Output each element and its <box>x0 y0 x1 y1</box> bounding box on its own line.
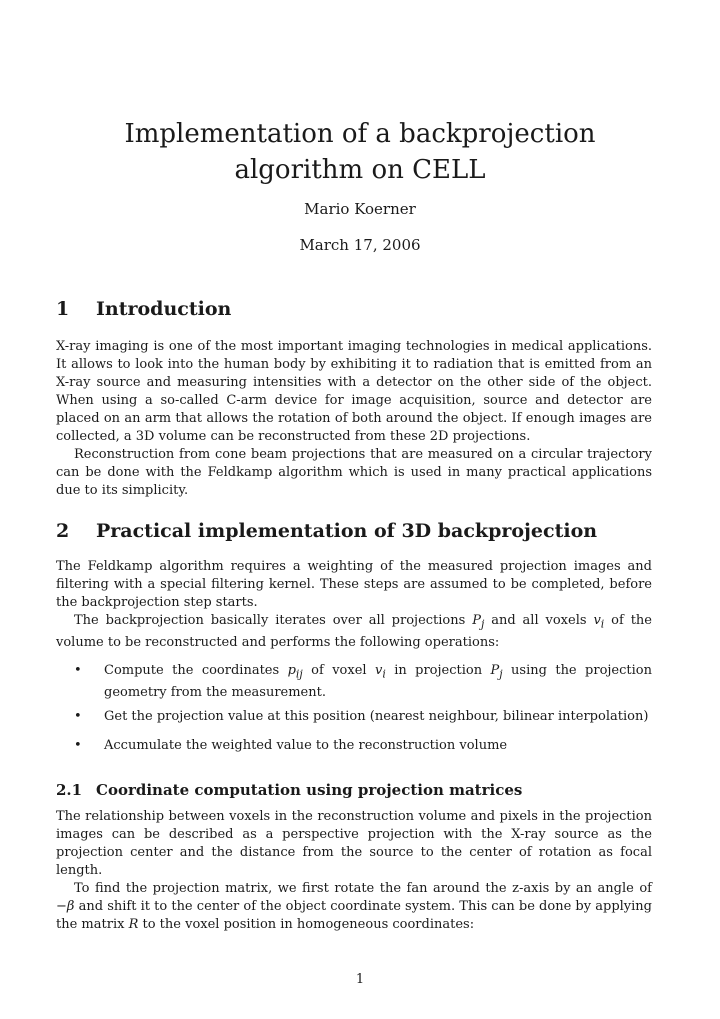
math-inline: −β <box>56 899 75 914</box>
paper-title: Implementation of a backprojection algorithm on CELL <box>124 119 596 185</box>
math-inline: $P_j$ <box>472 613 485 631</box>
section-title: Coordinate computation using projection matrices <box>96 781 523 799</box>
paragraph: The Feldkamp algorithm requires a weighting of the measured projection images and filtering with a special filtering kernel. These steps are assumed to be completed, before the backprojection step starts. <box>56 559 652 610</box>
introduction-body <box>56 338 652 500</box>
list-item: • Accumulate the weighted value to the reconstruction volume <box>56 737 652 755</box>
paragraph: The relationship between voxels in the reconstruction volume and pixels in the projection images can be described as a perspective projection with the X-ray source as the projection center and the distance from the source to the center of rotation as focal length. <box>56 809 652 878</box>
page-number: 1 <box>355 972 365 987</box>
section-heading-introduction <box>56 298 231 320</box>
section-title: Introduction <box>96 298 232 320</box>
section-number: 1 <box>56 298 70 320</box>
subsection-heading-coordinate-computation <box>56 781 522 799</box>
publication-date: March 17, 2006 <box>299 236 421 254</box>
paragraph: The backprojection basically iterates over all projections $P_j$ and all voxels $v_i$ of the volume to be reconstructed and performs the following operations: <box>56 613 652 650</box>
practical-implementation-body <box>56 558 652 652</box>
paragraph: X-ray imaging is one of the most important imaging technologies in medical applications. It allows to look into the human body by exhibiting it to radiation that is emitted from an X-ray source and measuring intensities with a detector on the other side of the object. When using a so-called C-arm device for image acquisition, source and detector are placed on an arm that allows the rotation of both around the object. If enough images are collected, a 3D volume can be reconstructed from these 2D projections. <box>56 339 652 444</box>
paragraph: Reconstruction from cone beam projections that are measured on a circular trajectory can be done with the Feldkamp algorithm which is used in many practical applications due to its simplicity. <box>56 447 652 498</box>
paragraph: To find the projection matrix, we first rotate the fan around the z-axis by an angle of −β and shift it to the center of the object coordinate system. This can be done by applying the matrix R to the voxel position in homogeneous coordinates: <box>56 881 652 932</box>
section-number: 2.1 <box>56 781 83 799</box>
list-item: • Compute the coordinates $p_{ij}$ of voxel $v_i$ in projection $P_j$ using the projection geometry from the measurement. <box>56 662 652 702</box>
section-number: 2 <box>56 520 70 542</box>
author-name: Mario Koerner <box>304 200 416 218</box>
coordinate-computation-body <box>56 808 652 934</box>
section-title: Practical implementation of 3D backprojection <box>96 520 598 542</box>
math-inline: R <box>128 917 139 932</box>
math-inline: $v_i$ <box>593 613 605 631</box>
section-heading-practical-implementation <box>56 520 597 542</box>
list-item: • Get the projection value at this position (nearest neighbour, bilinear interpolation) <box>56 708 652 726</box>
